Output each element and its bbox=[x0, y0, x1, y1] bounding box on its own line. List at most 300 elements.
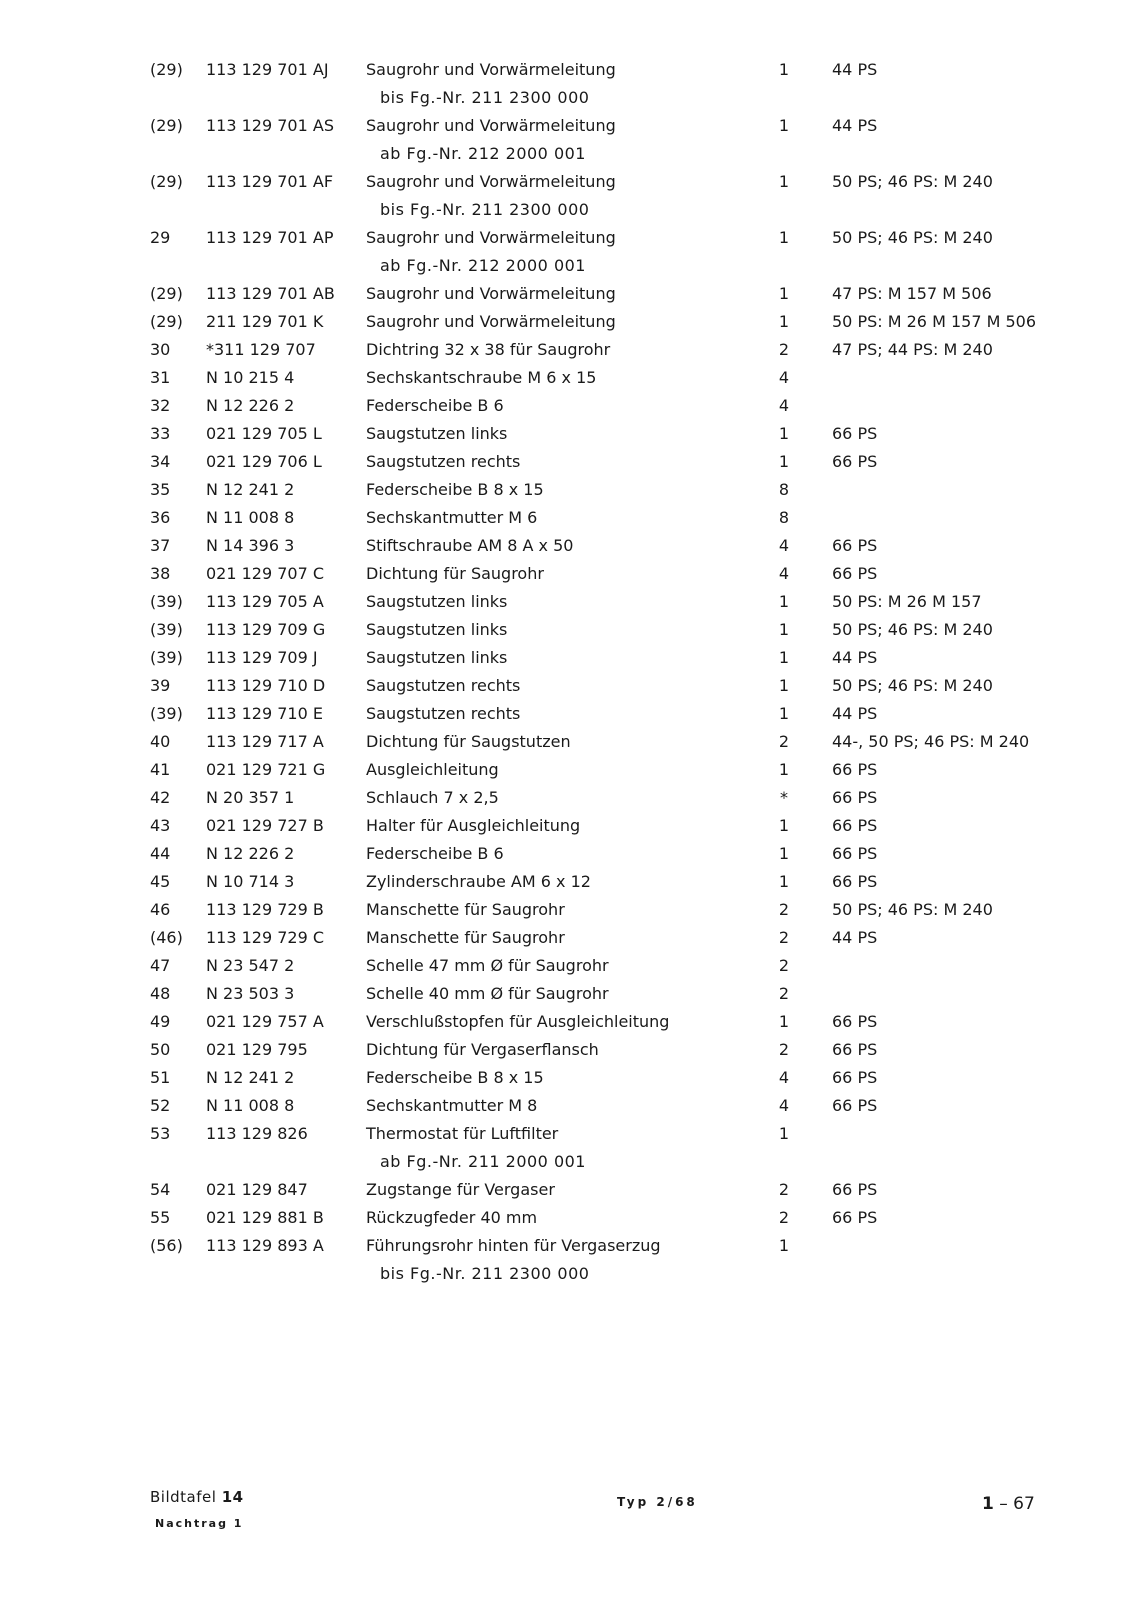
part-remark bbox=[832, 840, 1072, 868]
part-description bbox=[366, 1008, 766, 1036]
part-quantity bbox=[774, 952, 794, 980]
part-quantity-text: 1 bbox=[778, 424, 790, 443]
part-number-text: 113 129 717 A bbox=[206, 732, 324, 751]
part-remark-text: 66 PS bbox=[832, 452, 878, 471]
part-row bbox=[150, 1176, 1070, 1204]
part-number bbox=[206, 1232, 356, 1260]
part-description-note: ab Fg.-Nr. 211 2000 001 bbox=[380, 1152, 586, 1171]
part-remark bbox=[832, 1176, 1072, 1204]
part-quantity bbox=[774, 308, 794, 336]
part-description bbox=[366, 1064, 766, 1092]
part-row bbox=[150, 644, 1070, 672]
part-quantity bbox=[774, 1204, 794, 1232]
part-number-text: 021 129 721 G bbox=[206, 760, 326, 779]
part-description bbox=[366, 1120, 766, 1176]
part-quantity-text: 1 bbox=[778, 676, 790, 695]
part-remark-text: 66 PS bbox=[832, 760, 878, 779]
part-description-text: Federscheibe B 8 x 15 bbox=[366, 1068, 544, 1087]
part-row bbox=[150, 924, 1070, 952]
part-remark-text: 44-, 50 PS; 46 PS: M 240 bbox=[832, 732, 1030, 751]
part-position bbox=[150, 980, 202, 1008]
part-row bbox=[150, 700, 1070, 728]
part-number-text: 021 129 707 C bbox=[206, 564, 325, 583]
part-description-text: Sechskantmutter M 8 bbox=[366, 1096, 538, 1115]
part-number bbox=[206, 644, 356, 672]
part-remark bbox=[832, 616, 1072, 644]
part-quantity-text: 1 bbox=[778, 872, 790, 891]
part-description-text: Saugrohr und Vorwärmeleitung bbox=[366, 172, 616, 191]
part-description-text: Dichtring 32 x 38 für Saugrohr bbox=[366, 340, 611, 359]
part-description bbox=[366, 168, 766, 224]
part-remark bbox=[832, 588, 1072, 616]
part-remark-text: 66 PS bbox=[832, 1040, 878, 1059]
part-description bbox=[366, 224, 766, 280]
part-remark bbox=[832, 700, 1072, 728]
part-number-text: N 23 503 3 bbox=[206, 984, 295, 1003]
part-quantity bbox=[774, 168, 794, 196]
part-quantity bbox=[774, 392, 794, 420]
part-position-text: (39) bbox=[150, 648, 183, 667]
part-number bbox=[206, 504, 356, 532]
part-position-text: 45 bbox=[150, 872, 171, 891]
part-quantity bbox=[774, 1036, 794, 1064]
part-description-note: bis Fg.-Nr. 211 2300 000 bbox=[380, 1264, 590, 1283]
part-position bbox=[150, 896, 202, 924]
part-description bbox=[366, 616, 766, 644]
part-remark-text: 66 PS bbox=[832, 788, 878, 807]
part-position bbox=[150, 812, 202, 840]
part-row bbox=[150, 1008, 1070, 1036]
part-number bbox=[206, 1008, 356, 1036]
part-description bbox=[366, 308, 766, 336]
part-row bbox=[150, 364, 1070, 392]
part-quantity bbox=[774, 784, 794, 812]
part-position bbox=[150, 1232, 202, 1260]
part-quantity-text: 1 bbox=[778, 592, 790, 611]
part-quantity bbox=[774, 700, 794, 728]
part-number-text: N 10 215 4 bbox=[206, 368, 295, 387]
part-description bbox=[366, 812, 766, 840]
part-number-text: N 12 241 2 bbox=[206, 1068, 295, 1087]
part-number bbox=[206, 476, 356, 504]
part-remark-text: 66 PS bbox=[832, 1208, 878, 1227]
part-position bbox=[150, 728, 202, 756]
part-remark-text: 50 PS; 46 PS: M 240 bbox=[832, 900, 993, 919]
part-row bbox=[150, 980, 1070, 1008]
part-description-text: Saugrohr und Vorwärmeleitung bbox=[366, 116, 616, 135]
part-position bbox=[150, 112, 202, 140]
part-quantity bbox=[774, 756, 794, 784]
part-description-text: Verschlußstopfen für Ausgleichleitung bbox=[366, 1012, 670, 1031]
part-description bbox=[366, 1092, 766, 1120]
part-number bbox=[206, 364, 356, 392]
part-position-text: 31 bbox=[150, 368, 171, 387]
part-row bbox=[150, 840, 1070, 868]
part-number bbox=[206, 56, 356, 84]
part-number bbox=[206, 868, 356, 896]
part-position bbox=[150, 336, 202, 364]
part-row bbox=[150, 1064, 1070, 1092]
part-description bbox=[366, 588, 766, 616]
part-row bbox=[150, 448, 1070, 476]
part-remark-text: 66 PS bbox=[832, 1180, 878, 1199]
part-description-text: Dichtung für Saugrohr bbox=[366, 564, 544, 583]
part-number bbox=[206, 616, 356, 644]
part-quantity-text: 1 bbox=[778, 816, 790, 835]
part-quantity-text: 4 bbox=[778, 564, 790, 583]
part-description bbox=[366, 1204, 766, 1232]
part-position-text: (29) bbox=[150, 116, 183, 135]
part-remark bbox=[832, 672, 1072, 700]
part-position bbox=[150, 1036, 202, 1064]
part-remark-text: 66 PS bbox=[832, 872, 878, 891]
part-position bbox=[150, 924, 202, 952]
part-number bbox=[206, 840, 356, 868]
part-number-text: N 12 226 2 bbox=[206, 396, 295, 415]
part-number-text: 113 129 705 A bbox=[206, 592, 324, 611]
part-description bbox=[366, 420, 766, 448]
part-number bbox=[206, 112, 356, 140]
part-description bbox=[366, 644, 766, 672]
part-number-text: N 12 226 2 bbox=[206, 844, 295, 863]
part-number bbox=[206, 1204, 356, 1232]
part-quantity bbox=[774, 728, 794, 756]
part-position-text: 41 bbox=[150, 760, 171, 779]
part-position-text: 32 bbox=[150, 396, 171, 415]
part-description-text: Federscheibe B 8 x 15 bbox=[366, 480, 544, 499]
part-quantity bbox=[774, 924, 794, 952]
part-position-text: 47 bbox=[150, 956, 171, 975]
plate-label-text: Bildtafel bbox=[150, 1488, 217, 1506]
part-position bbox=[150, 504, 202, 532]
part-position bbox=[150, 448, 202, 476]
part-quantity bbox=[774, 532, 794, 560]
part-quantity-text: 1 bbox=[778, 648, 790, 667]
part-description-text: Schelle 40 mm Ø für Saugrohr bbox=[366, 984, 609, 1003]
part-row bbox=[150, 168, 1070, 224]
part-number bbox=[206, 1064, 356, 1092]
part-position bbox=[150, 868, 202, 896]
page-number-minor: – 67 bbox=[999, 1494, 1035, 1514]
part-position-text: 29 bbox=[150, 228, 171, 247]
part-position-text: 35 bbox=[150, 480, 171, 499]
part-description bbox=[366, 1176, 766, 1204]
part-quantity-text: 4 bbox=[778, 536, 790, 555]
part-position-text: (29) bbox=[150, 172, 183, 191]
part-row bbox=[150, 336, 1070, 364]
part-description-text: Schlauch 7 x 2,5 bbox=[366, 788, 499, 807]
part-row bbox=[150, 420, 1070, 448]
part-description-text: Saugrohr und Vorwärmeleitung bbox=[366, 284, 616, 303]
part-quantity bbox=[774, 616, 794, 644]
part-remark-text: 47 PS; 44 PS: M 240 bbox=[832, 340, 993, 359]
part-remark-text: 66 PS bbox=[832, 536, 878, 555]
part-row bbox=[150, 1204, 1070, 1232]
part-quantity bbox=[774, 896, 794, 924]
part-number bbox=[206, 672, 356, 700]
part-number-text: N 11 008 8 bbox=[206, 508, 295, 527]
part-row bbox=[150, 504, 1070, 532]
part-remark-text: 66 PS bbox=[832, 424, 878, 443]
part-remark bbox=[832, 336, 1072, 364]
part-position-text: (39) bbox=[150, 620, 183, 639]
part-quantity bbox=[774, 336, 794, 364]
part-position bbox=[150, 476, 202, 504]
part-position-text: 37 bbox=[150, 536, 171, 555]
part-quantity-text: 2 bbox=[778, 928, 790, 947]
part-number bbox=[206, 1120, 356, 1148]
part-quantity-text: 4 bbox=[778, 368, 790, 387]
part-description-text: Saugstutzen rechts bbox=[366, 676, 521, 695]
part-remark-text: 66 PS bbox=[832, 816, 878, 835]
part-description bbox=[366, 280, 766, 308]
part-number bbox=[206, 1092, 356, 1120]
part-quantity-text: 1 bbox=[778, 1124, 790, 1143]
part-position-text: (46) bbox=[150, 928, 183, 947]
part-number-text: N 23 547 2 bbox=[206, 956, 295, 975]
part-number bbox=[206, 700, 356, 728]
part-position-text: 54 bbox=[150, 1180, 171, 1199]
part-remark bbox=[832, 756, 1072, 784]
part-position bbox=[150, 56, 202, 84]
part-position bbox=[150, 308, 202, 336]
part-position bbox=[150, 532, 202, 560]
part-position bbox=[150, 364, 202, 392]
part-number bbox=[206, 308, 356, 336]
part-quantity-text: 2 bbox=[778, 1040, 790, 1059]
part-number-text: N 12 241 2 bbox=[206, 480, 295, 499]
part-position bbox=[150, 588, 202, 616]
part-quantity-text: 2 bbox=[778, 1208, 790, 1227]
part-quantity-text: 4 bbox=[778, 1096, 790, 1115]
part-quantity-text: 1 bbox=[778, 1012, 790, 1031]
part-quantity-text: 1 bbox=[778, 172, 790, 191]
part-quantity-text: 1 bbox=[778, 704, 790, 723]
part-description-text: Zylinderschraube AM 6 x 12 bbox=[366, 872, 591, 891]
part-quantity-text: 4 bbox=[778, 396, 790, 415]
part-quantity-text: 1 bbox=[778, 620, 790, 639]
part-quantity bbox=[774, 476, 794, 504]
part-remark-text: 50 PS; 46 PS: M 240 bbox=[832, 228, 993, 247]
part-quantity-text: * bbox=[780, 788, 788, 807]
part-number-text: 021 129 705 L bbox=[206, 424, 322, 443]
part-quantity-text: 1 bbox=[778, 1236, 790, 1255]
part-quantity-text: 2 bbox=[778, 1180, 790, 1199]
part-description bbox=[366, 756, 766, 784]
part-row bbox=[150, 308, 1070, 336]
part-number bbox=[206, 756, 356, 784]
part-row bbox=[150, 1036, 1070, 1064]
part-row bbox=[150, 952, 1070, 980]
part-description-text: Federscheibe B 6 bbox=[366, 396, 504, 415]
part-position-text: 42 bbox=[150, 788, 171, 807]
page-number bbox=[982, 1494, 1035, 1514]
part-remark bbox=[832, 532, 1072, 560]
part-quantity-text: 2 bbox=[778, 956, 790, 975]
part-quantity-text: 1 bbox=[778, 284, 790, 303]
part-number bbox=[206, 980, 356, 1008]
part-description-text: Sechskantmutter M 6 bbox=[366, 508, 538, 527]
part-number bbox=[206, 224, 356, 252]
part-number bbox=[206, 168, 356, 196]
part-description bbox=[366, 560, 766, 588]
part-remark bbox=[832, 1008, 1072, 1036]
part-description-text: Manschette für Saugrohr bbox=[366, 928, 565, 947]
part-position-text: 39 bbox=[150, 676, 171, 695]
part-row bbox=[150, 756, 1070, 784]
part-description bbox=[366, 504, 766, 532]
part-position-text: 34 bbox=[150, 452, 171, 471]
part-description bbox=[366, 1036, 766, 1064]
part-row bbox=[150, 280, 1070, 308]
part-number-text: 021 129 795 bbox=[206, 1040, 308, 1059]
part-position-text: 43 bbox=[150, 816, 171, 835]
part-description-text: Schelle 47 mm Ø für Saugrohr bbox=[366, 956, 609, 975]
part-description-text: Ausgleichleitung bbox=[366, 760, 499, 779]
part-number-text: N 10 714 3 bbox=[206, 872, 295, 891]
part-remark-text: 66 PS bbox=[832, 1096, 878, 1115]
part-description bbox=[366, 56, 766, 112]
part-description-note: ab Fg.-Nr. 212 2000 001 bbox=[380, 144, 586, 163]
part-position bbox=[150, 1064, 202, 1092]
part-number bbox=[206, 924, 356, 952]
part-position bbox=[150, 644, 202, 672]
part-position bbox=[150, 420, 202, 448]
part-description bbox=[366, 364, 766, 392]
part-description bbox=[366, 532, 766, 560]
part-remark bbox=[832, 168, 1072, 196]
part-description-text: Zugstange für Vergaser bbox=[366, 1180, 555, 1199]
part-description-text: Saugstutzen rechts bbox=[366, 704, 521, 723]
part-description-text: Rückzugfeder 40 mm bbox=[366, 1208, 538, 1227]
part-number-text: 113 129 701 AF bbox=[206, 172, 334, 191]
part-remark bbox=[832, 784, 1072, 812]
part-remark bbox=[832, 896, 1072, 924]
part-remark-text: 44 PS bbox=[832, 60, 878, 79]
part-position bbox=[150, 616, 202, 644]
part-description bbox=[366, 896, 766, 924]
part-number bbox=[206, 1036, 356, 1064]
part-remark bbox=[832, 560, 1072, 588]
part-number-text: 113 129 701 AB bbox=[206, 284, 335, 303]
part-position-text: (56) bbox=[150, 1236, 183, 1255]
part-number bbox=[206, 952, 356, 980]
part-description-text: Saugstutzen links bbox=[366, 648, 508, 667]
part-position-text: 46 bbox=[150, 900, 171, 919]
part-quantity bbox=[774, 1176, 794, 1204]
part-remark bbox=[832, 1064, 1072, 1092]
part-description bbox=[366, 728, 766, 756]
part-number-text: 211 129 701 K bbox=[206, 312, 324, 331]
supplement-label: Nachtrag 1 bbox=[155, 1517, 244, 1530]
part-position bbox=[150, 672, 202, 700]
part-description-text: Saugstutzen links bbox=[366, 592, 508, 611]
part-remark-text: 44 PS bbox=[832, 116, 878, 135]
part-number bbox=[206, 812, 356, 840]
part-description-note: ab Fg.-Nr. 212 2000 001 bbox=[380, 256, 586, 275]
part-position bbox=[150, 168, 202, 196]
part-position bbox=[150, 224, 202, 252]
part-remark bbox=[832, 1036, 1072, 1064]
part-description-text: Federscheibe B 6 bbox=[366, 844, 504, 863]
part-number bbox=[206, 728, 356, 756]
part-description-text: Saugrohr und Vorwärmeleitung bbox=[366, 60, 616, 79]
part-quantity bbox=[774, 560, 794, 588]
part-description bbox=[366, 784, 766, 812]
part-row bbox=[150, 224, 1070, 280]
part-position bbox=[150, 784, 202, 812]
part-description bbox=[366, 336, 766, 364]
part-remark-text: 50 PS: M 26 M 157 bbox=[832, 592, 982, 611]
part-description-text: Saugstutzen links bbox=[366, 620, 508, 639]
part-row bbox=[150, 392, 1070, 420]
part-quantity-text: 2 bbox=[778, 984, 790, 1003]
part-remark bbox=[832, 924, 1072, 952]
part-quantity bbox=[774, 504, 794, 532]
part-position-text: 49 bbox=[150, 1012, 171, 1031]
part-quantity bbox=[774, 280, 794, 308]
part-remark-text: 44 PS bbox=[832, 648, 878, 667]
part-quantity-text: 8 bbox=[778, 480, 790, 499]
part-row bbox=[150, 812, 1070, 840]
part-number bbox=[206, 392, 356, 420]
part-position-text: (39) bbox=[150, 592, 183, 611]
part-quantity bbox=[774, 112, 794, 140]
part-position bbox=[150, 840, 202, 868]
part-description bbox=[366, 476, 766, 504]
part-remark bbox=[832, 728, 1072, 756]
part-number-text: N 14 396 3 bbox=[206, 536, 295, 555]
part-position-text: 38 bbox=[150, 564, 171, 583]
part-position-text: (29) bbox=[150, 312, 183, 331]
part-quantity-text: 1 bbox=[778, 844, 790, 863]
part-number-text: 113 129 709 G bbox=[206, 620, 326, 639]
part-description-text: Saugstutzen rechts bbox=[366, 452, 521, 471]
part-row bbox=[150, 560, 1070, 588]
part-description-text: Saugstutzen links bbox=[366, 424, 508, 443]
part-position-text: 40 bbox=[150, 732, 171, 751]
part-description-text: Halter für Ausgleichleitung bbox=[366, 816, 581, 835]
part-row bbox=[150, 1120, 1070, 1176]
part-position bbox=[150, 700, 202, 728]
part-row bbox=[150, 1232, 1070, 1288]
part-quantity bbox=[774, 1064, 794, 1092]
part-number bbox=[206, 1176, 356, 1204]
part-number bbox=[206, 448, 356, 476]
part-position bbox=[150, 1092, 202, 1120]
part-quantity bbox=[774, 588, 794, 616]
part-position-text: 50 bbox=[150, 1040, 171, 1059]
part-quantity bbox=[774, 1120, 794, 1148]
part-row bbox=[150, 728, 1070, 756]
part-remark bbox=[832, 868, 1072, 896]
part-quantity bbox=[774, 868, 794, 896]
part-position-text: 53 bbox=[150, 1124, 171, 1143]
part-number-text: 113 129 709 J bbox=[206, 648, 318, 667]
part-remark bbox=[832, 812, 1072, 840]
part-position-text: 44 bbox=[150, 844, 171, 863]
part-remark-text: 50 PS; 46 PS: M 240 bbox=[832, 172, 993, 191]
part-quantity-text: 1 bbox=[778, 760, 790, 779]
part-remark-text: 50 PS: M 26 M 157 M 506 bbox=[832, 312, 1037, 331]
part-description-note: bis Fg.-Nr. 211 2300 000 bbox=[380, 88, 590, 107]
part-number-text: N 11 008 8 bbox=[206, 1096, 295, 1115]
part-row bbox=[150, 868, 1070, 896]
part-description bbox=[366, 952, 766, 980]
part-description bbox=[366, 868, 766, 896]
part-description-text: Manschette für Saugrohr bbox=[366, 900, 565, 919]
part-remark-text: 66 PS bbox=[832, 1012, 878, 1031]
